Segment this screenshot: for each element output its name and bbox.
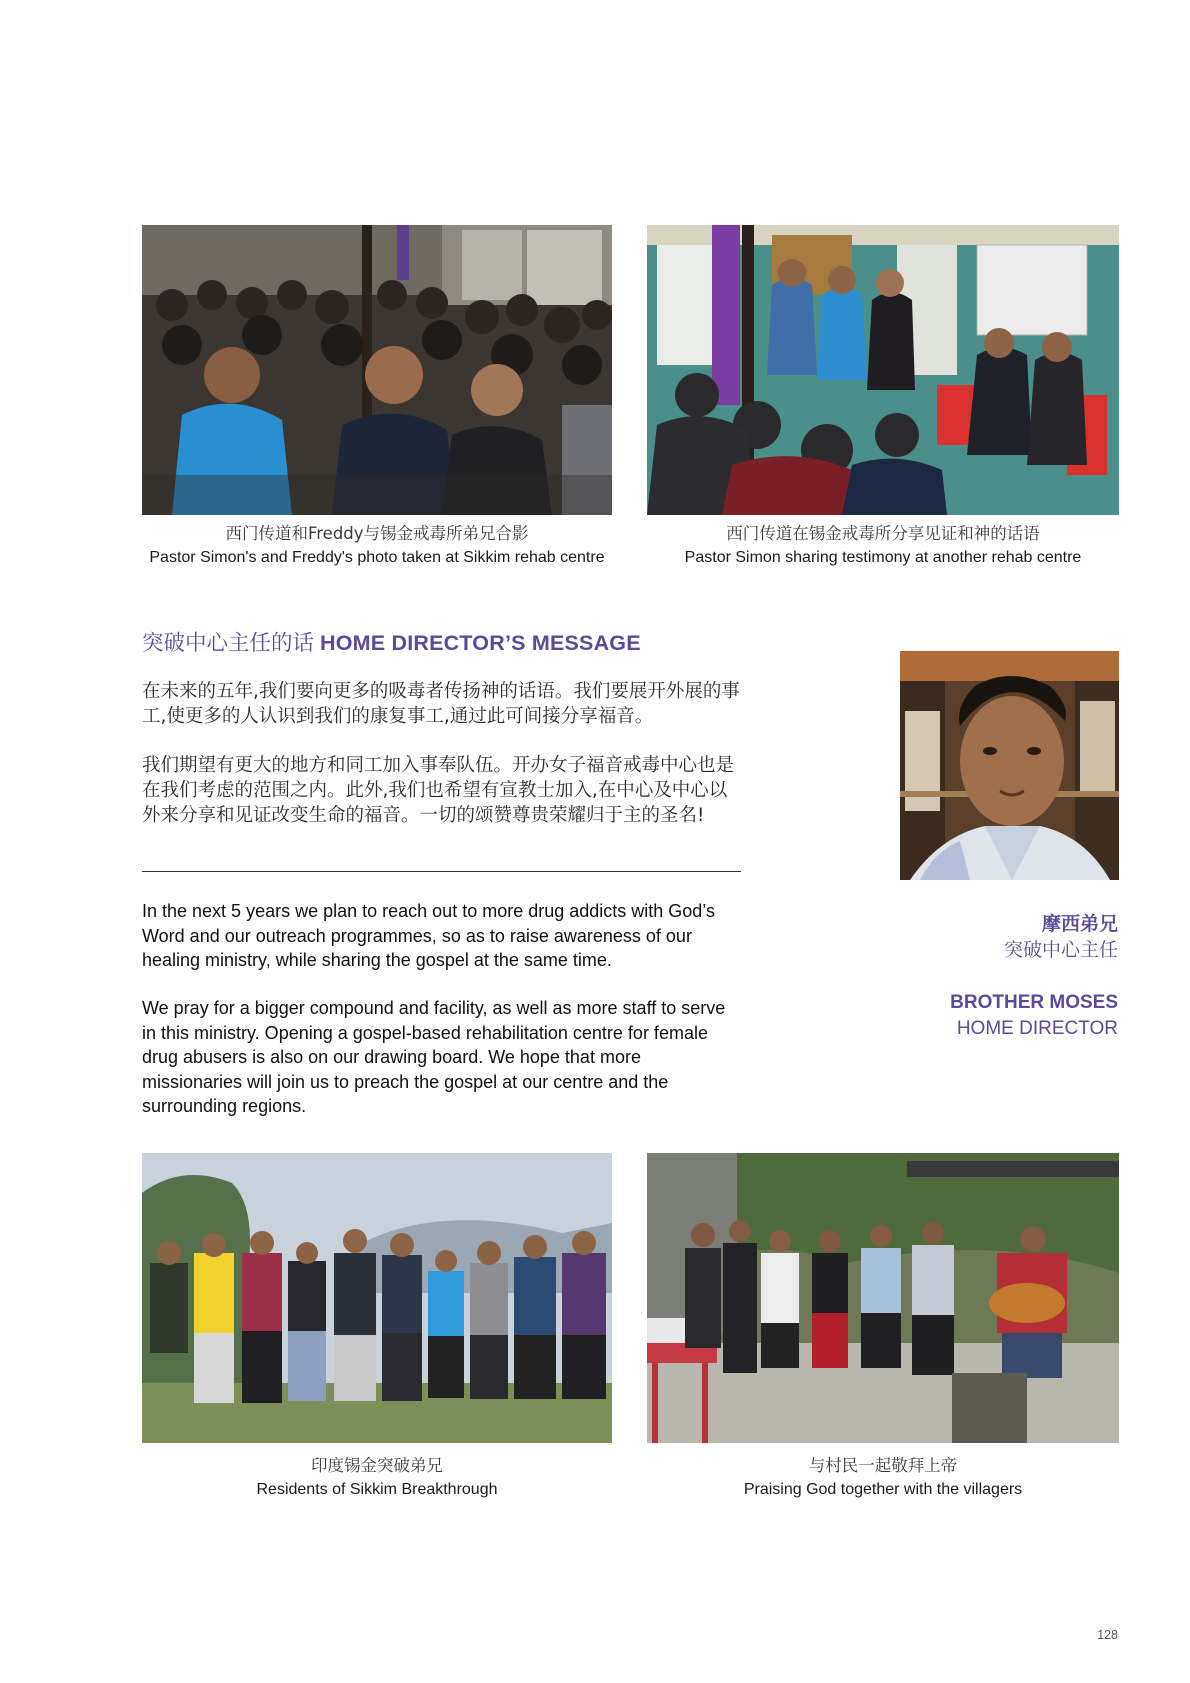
section-heading bbox=[142, 626, 641, 657]
message-en-paragraph-1: In the next 5 years we plan to reach out to more drug addicts with God’s Word and our outreach programmes, so as to raise awareness of our healing ministry, while sharing the gospel at the same time. bbox=[142, 901, 715, 970]
message-zh-paragraph-1: 在未来的五年,我们要向更多的吸毒者传扬神的话语。我们要展开外展的事工,使更多的人认识到我们的康复事工,通过此可间接分享福音。 bbox=[142, 681, 740, 727]
caption-en: Praising God together with the villagers bbox=[743, 1481, 1023, 1498]
director-en-block bbox=[950, 990, 1118, 1042]
caption-testimony bbox=[647, 522, 1119, 570]
photo-rehab-group bbox=[142, 225, 612, 515]
caption-rehab-group bbox=[142, 522, 612, 570]
director-zh-block bbox=[1004, 911, 1118, 963]
message-zh-paragraph-2: 我们期望有更大的地方和同工加入事奉队伍。开办女子福音戒毒中心也是在我们考虑的范围之内。此外,我们也希望有宣教士加入,在中心及中心以外来分享和见证改变生命的福音。一切的颂赞尊贵荣耀归于主的圣名! bbox=[142, 755, 735, 826]
caption-worship bbox=[647, 1454, 1119, 1502]
caption-en: Pastor Simon's and Freddy's photo taken at Sikkim rehab centre bbox=[149, 549, 605, 566]
heading-zh: 突破中心主任的话 bbox=[142, 631, 315, 656]
caption-zh: 西门传道在锡金戒毒所分享见证和神的话语 bbox=[726, 524, 1040, 543]
page-number: 128 bbox=[1097, 1628, 1118, 1642]
director-title-en: HOME DIRECTOR bbox=[956, 1018, 1118, 1039]
caption-zh: 与村民一起敬拜上帝 bbox=[808, 1456, 958, 1475]
photo-worship bbox=[647, 1153, 1119, 1443]
caption-zh: 印度锡金突破弟兄 bbox=[311, 1456, 443, 1475]
divider bbox=[142, 871, 741, 872]
director-name-en: BROTHER MOSES bbox=[950, 992, 1118, 1013]
photo-residents bbox=[142, 1153, 612, 1443]
caption-zh: 西门传道和Freddy与锡金戒毒所弟兄合影 bbox=[225, 524, 529, 543]
director-title-zh: 突破中心主任 bbox=[1003, 939, 1118, 961]
caption-residents bbox=[142, 1454, 612, 1502]
heading-en: HOME DIRECTOR’S MESSAGE bbox=[320, 631, 641, 655]
caption-en: Pastor Simon sharing testimony at another rehab centre bbox=[684, 549, 1082, 566]
photo-testimony bbox=[647, 225, 1119, 515]
director-portrait bbox=[900, 651, 1119, 880]
caption-en: Residents of Sikkim Breakthrough bbox=[256, 1481, 498, 1498]
message-en-paragraph-2: We pray for a bigger compound and facility, as well as more staff to serve in this ministry. Opening a gospel-based rehabilitation centre for female drug abusers is also on our drawing board. We hope that more missionaries will join us to preach the gospel at our centre and the surrounding regions. bbox=[142, 998, 726, 1116]
director-name-zh: 摩西弟兄 bbox=[1041, 913, 1118, 935]
